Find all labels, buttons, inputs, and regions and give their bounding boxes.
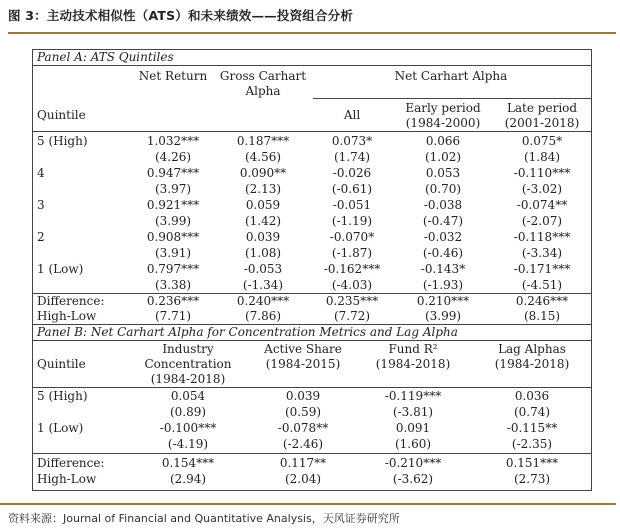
cell-tstat: (-1.34) (242, 278, 284, 292)
cell-value: 0.240*** (236, 294, 290, 308)
row-label: Difference: (37, 456, 105, 470)
cell-value: 0.151*** (505, 456, 559, 470)
cell-value: 0.039 (285, 389, 321, 403)
cell-value: -0.074** (516, 198, 568, 212)
col-all: All (343, 108, 361, 122)
cell-value: 0.235*** (325, 294, 379, 308)
cell-tstat: (-4.19) (167, 437, 209, 451)
cell-tstat: (-2.07) (521, 214, 563, 228)
cell-tstat: (4.56) (244, 150, 282, 164)
cell-tstat: (1.08) (244, 246, 282, 260)
col-early-2: (1984-2000) (405, 116, 481, 130)
cell-tstat: (3.99) (154, 214, 192, 228)
col-lag-alphas-2: (1984-2018) (494, 357, 570, 371)
col-fund-r2-1: Fund R² (388, 342, 438, 356)
col-industry-1: Industry (162, 342, 214, 356)
cell-tstat: (7.72) (333, 309, 371, 323)
cell-tstat: (-0.61) (331, 182, 373, 196)
cell-value: -0.118*** (513, 230, 571, 244)
cell-tstat: (-4.51) (521, 278, 563, 292)
cell-tstat: (1.42) (244, 214, 282, 228)
cell-tstat: (7.86) (244, 309, 282, 323)
cell-tstat: (3.91) (154, 246, 192, 260)
cell-value: 0.054 (170, 389, 206, 403)
cell-tstat: (-2.35) (511, 437, 553, 451)
cell-value: -0.026 (332, 166, 372, 180)
row-label: 3 (37, 198, 45, 212)
source-note: 资料来源：Journal of Financial and Quantitative Analysis，天风证券研究所 (8, 512, 400, 525)
cell-value: -0.053 (243, 262, 283, 276)
panel-b-heading-rule (33, 340, 591, 341)
cell-tstat: (1.84) (523, 150, 561, 164)
panel-a-header-rule (33, 131, 591, 132)
cell-tstat: (8.15) (523, 309, 561, 323)
cell-value: -0.070* (329, 230, 375, 244)
cell-value: 0.187*** (236, 134, 290, 148)
row-label: 5 (High) (37, 134, 88, 148)
cell-value: 0.036 (514, 389, 550, 403)
cell-tstat: (0.89) (169, 405, 207, 419)
cell-value: 0.091 (395, 421, 431, 435)
cell-value: -0.162*** (323, 262, 381, 276)
col-gross-carhart-2: Alpha (245, 84, 281, 98)
cell-value: -0.171*** (513, 262, 571, 276)
cell-value: 0.090** (239, 166, 287, 180)
cell-value: 0.246*** (515, 294, 569, 308)
cell-value: 0.039 (245, 230, 281, 244)
cell-value: -0.210*** (384, 456, 442, 470)
col-fund-r2-2: (1984-2018) (375, 357, 451, 371)
cell-value: 0.154*** (161, 456, 215, 470)
bottom-rule (0, 503, 616, 505)
cell-value: -0.143* (420, 262, 466, 276)
row-label: High-Low (37, 472, 97, 486)
cell-tstat: (1.60) (394, 437, 432, 451)
col-active-share-2: (1984-2015) (265, 357, 341, 371)
cell-value: 0.921*** (146, 198, 200, 212)
cell-tstat: (7.71) (154, 309, 192, 323)
col-industry-3: (1984-2018) (150, 372, 226, 386)
col-net-return: Net Return (138, 69, 208, 83)
cell-tstat: (-1.19) (331, 214, 373, 228)
col-early-1: Early period (405, 101, 481, 115)
cell-tstat: (2.73) (513, 472, 551, 486)
cell-tstat: (2.13) (244, 182, 282, 196)
cell-tstat: (3.97) (154, 182, 192, 196)
row-label: 4 (37, 166, 45, 180)
cell-value: 0.053 (425, 166, 461, 180)
net-carhart-span-rule (313, 98, 591, 99)
cell-value: 0.075* (521, 134, 563, 148)
cell-value: 0.797*** (146, 262, 200, 276)
cell-value: 1.032*** (146, 134, 200, 148)
panel-b-diff-rule (33, 453, 591, 454)
panel-b (32, 324, 592, 491)
cell-tstat: (-1.93) (422, 278, 464, 292)
panel-a (32, 49, 592, 325)
col-net-carhart-alpha: Net Carhart Alpha (394, 69, 508, 83)
cell-tstat: (-3.81) (392, 405, 434, 419)
cell-value: -0.038 (423, 198, 463, 212)
cell-tstat: (0.74) (513, 405, 551, 419)
cell-value: 0.117** (279, 456, 327, 470)
panel-b-header-rule (33, 387, 591, 388)
cell-tstat: (3.38) (154, 278, 192, 292)
cell-tstat: (-3.02) (521, 182, 563, 196)
col-late-1: Late period (506, 101, 578, 115)
cell-tstat: (1.02) (424, 150, 462, 164)
row-label: 1 (Low) (37, 421, 84, 435)
col-gross-carhart-1: Gross Carhart (219, 69, 307, 83)
cell-value: -0.119*** (384, 389, 442, 403)
top-rule (8, 32, 616, 34)
cell-value: 0.236*** (146, 294, 200, 308)
cell-value: -0.115** (506, 421, 558, 435)
row-label: 5 (High) (37, 389, 88, 403)
cell-tstat: (-2.46) (282, 437, 324, 451)
cell-tstat: (-1.87) (331, 246, 373, 260)
cell-tstat: (-4.03) (331, 278, 373, 292)
cell-tstat: (-3.34) (521, 246, 563, 260)
cell-value: 0.908*** (146, 230, 200, 244)
cell-tstat: (0.70) (424, 182, 462, 196)
figure-title: 图 3：主动技术相似性（ATS）和未来绩效——投资组合分析 (8, 8, 354, 23)
col-industry-2: Concentration (144, 357, 232, 371)
row-label: High-Low (37, 309, 97, 323)
col-lag-alphas-1: Lag Alphas (498, 342, 566, 356)
cell-tstat: (0.59) (284, 405, 322, 419)
cell-value: -0.110*** (513, 166, 571, 180)
cell-value: 0.210*** (416, 294, 470, 308)
cell-tstat: (-0.47) (422, 214, 464, 228)
cell-value: 0.059 (245, 198, 281, 212)
quintile-header: Quintile (37, 108, 86, 122)
panel-a-heading: Panel A: ATS Quintiles (37, 50, 174, 64)
cell-tstat: (-3.62) (392, 472, 434, 486)
row-label: 2 (37, 230, 45, 244)
cell-value: 0.947*** (146, 166, 200, 180)
panel-a-heading-rule (33, 65, 591, 66)
cell-value: 0.073* (331, 134, 373, 148)
cell-value: -0.078** (277, 421, 329, 435)
row-label: 1 (Low) (37, 262, 84, 276)
cell-value: 0.066 (425, 134, 461, 148)
quintile-header: Quintile (37, 357, 86, 371)
panel-b-heading: Panel B: Net Carhart Alpha for Concentration Metrics and Lag Alpha (37, 325, 458, 339)
cell-tstat: (2.94) (169, 472, 207, 486)
cell-tstat: (-0.46) (422, 246, 464, 260)
col-late-2: (2001-2018) (504, 116, 580, 130)
cell-value: -0.051 (332, 198, 372, 212)
cell-tstat: (4.26) (154, 150, 192, 164)
col-active-share-1: Active Share (264, 342, 342, 356)
cell-value: -0.032 (423, 230, 463, 244)
cell-tstat: (1.74) (333, 150, 371, 164)
cell-tstat: (2.04) (284, 472, 322, 486)
row-label: Difference: (37, 294, 105, 308)
cell-value: -0.100*** (159, 421, 217, 435)
cell-tstat: (3.99) (424, 309, 462, 323)
